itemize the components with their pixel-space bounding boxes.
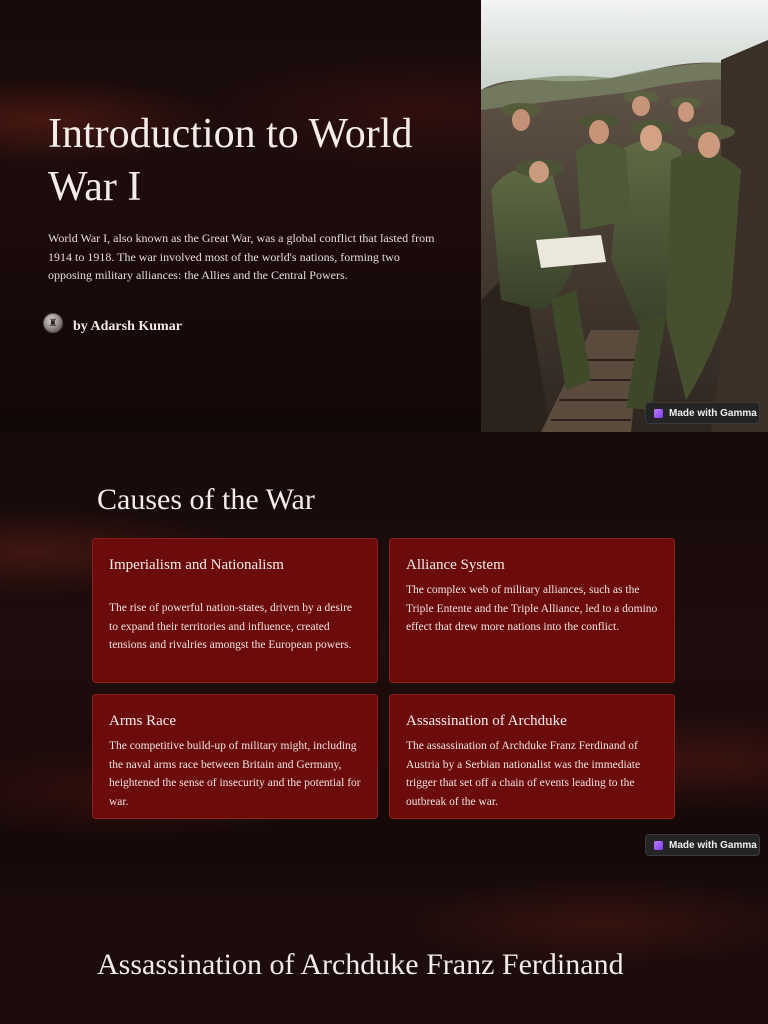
made-with-gamma-badge[interactable] (645, 402, 760, 424)
card-text: The rise of powerful nation-states, driven by a desire to expand their territories and influence, created tensions and rivalries amongst the European powers. (109, 602, 353, 652)
author-name: by Adarsh Kumar (73, 319, 182, 334)
gamma-logo-icon (654, 841, 663, 850)
slide-title: Assassination of Archduke Franz Ferdinand (97, 948, 624, 981)
slide-assassination (0, 864, 768, 1024)
made-with-gamma-badge[interactable] (645, 834, 760, 856)
card-title: Assassination of Archduke (406, 713, 567, 729)
cause-card (389, 538, 675, 683)
slide-title: Introduction to World War I (48, 111, 413, 210)
card-text: The competitive build-up of military might, including the naval arms race between Britain and Germany, heightened the sense of insecurity and the potential for war. (109, 740, 361, 809)
card-text: The assassination of Archduke Franz Ferdinand of Austria by a Serbian nationalist was the immediate trigger that set off a chain of events leading to the outbreak of the war. (406, 740, 641, 809)
card-title: Imperialism and Nationalism (109, 557, 284, 573)
card-title: Alliance System (406, 557, 505, 573)
cause-card (92, 694, 378, 819)
slide-title: Causes of the War (97, 483, 315, 516)
card-text: The complex web of military alliances, such as the Triple Entente and the Triple Alliance, led to a domino effect that drew more nations into the conflict. (406, 584, 658, 634)
badge-label: Made with Gamma (669, 407, 757, 419)
gamma-logo-icon (654, 409, 663, 418)
avatar-icon: ♜ (48, 317, 58, 329)
card-title: Arms Race (109, 713, 177, 729)
cause-card (389, 694, 675, 819)
slide-introduction (0, 0, 768, 432)
slide-causes (0, 432, 768, 864)
author-avatar (43, 313, 63, 333)
author-line (43, 311, 182, 335)
slide-description: World War I, also known as the Great War, was a global conflict that lasted from 1914 to 1918. The war involved most of the world's nations, forming two opposing military alliances: the Allies and the Central Powers. (48, 231, 435, 282)
trench-soldiers-photo (481, 0, 768, 432)
cause-card (92, 538, 378, 683)
badge-label: Made with Gamma (669, 839, 757, 851)
